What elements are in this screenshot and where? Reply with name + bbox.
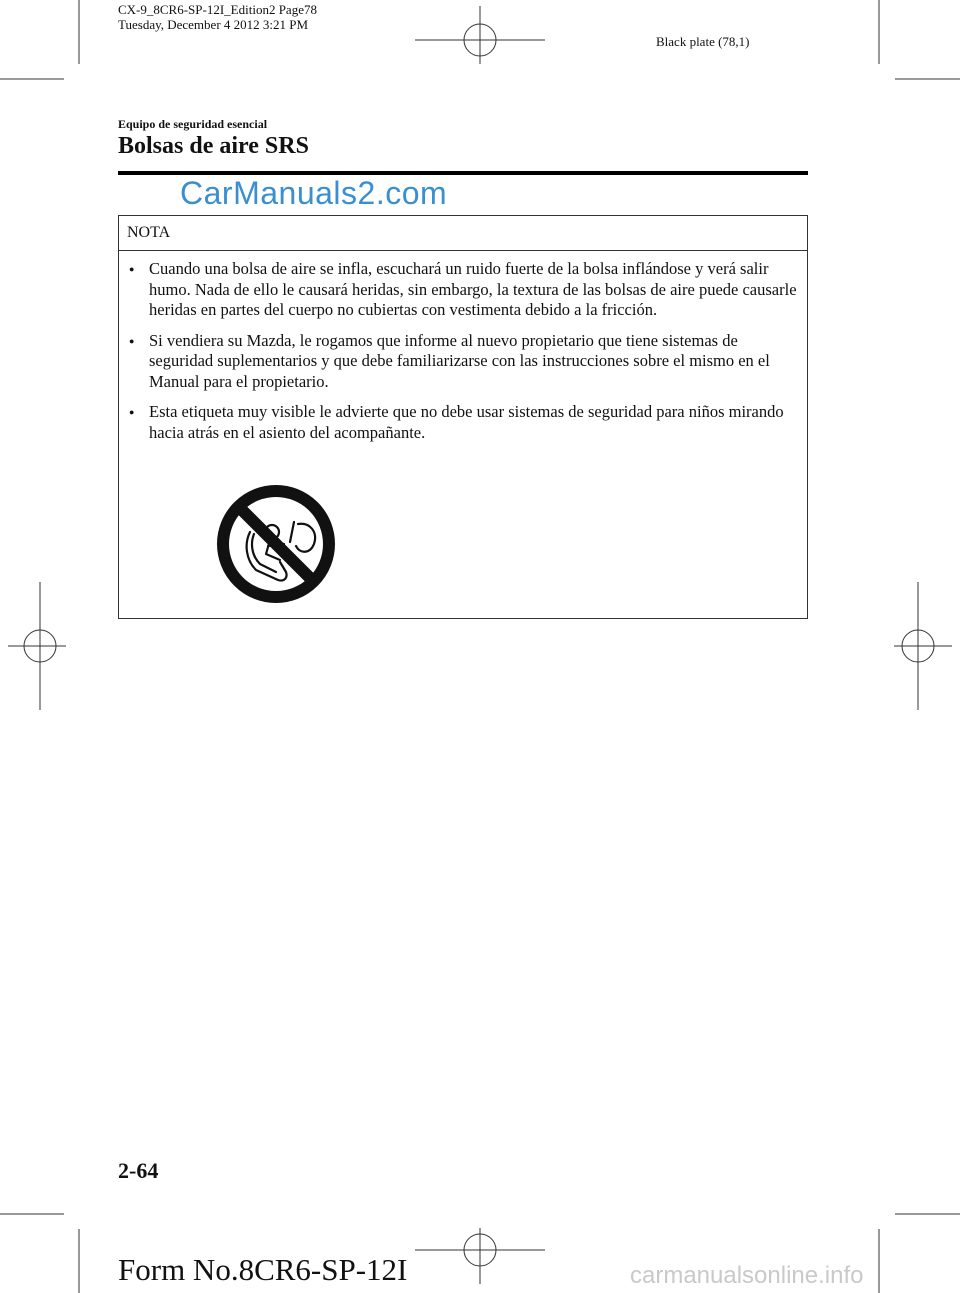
- no-rear-facing-child-seat-icon: [214, 482, 338, 606]
- watermark-bottom[interactable]: carmanualsonline.info: [630, 1262, 864, 1289]
- page-title: Bolsas de aire SRS: [118, 133, 309, 159]
- page-number: 2-64: [118, 1158, 159, 1183]
- print-info: [118, 2, 317, 32]
- note-heading: NOTA: [119, 216, 807, 251]
- note-item: ● Cuando una bolsa de aire se infla, escuchará un ruido fuerte de la bolsa inflándose y verá salir humo. Nada de ello le causará heridas, sin embargo, la textura de las bolsas de aire puede causarle heridas en partes del cuerpo no cubiertas con vestimenta debido a la fricción.: [149, 259, 801, 321]
- print-info-line2: Tuesday, December 4 2012 3:21 PM: [118, 17, 309, 32]
- form-number: Form No.8CR6-SP-12I: [118, 1252, 408, 1287]
- print-info-line1: CX-9_8CR6-SP-12I_Edition2 Page78: [118, 2, 317, 17]
- note-item: ● Si vendiera su Mazda, le rogamos que informe al nuevo propietario que tiene sistemas de seguridad suplementarios y que debe familiarizarse con las instrucciones sobre el mismo en el Manual para el propietario.: [149, 331, 801, 393]
- plate-info: Black plate (78,1): [656, 34, 750, 49]
- note-list: [119, 251, 807, 443]
- watermark-top[interactable]: CarManuals2.com: [180, 175, 448, 211]
- section-label: Equipo de seguridad esencial: [118, 117, 268, 131]
- note-item: ● Esta etiqueta muy visible le advierte que no debe usar sistemas de seguridad para niños mirando hacia atrás en el asiento del acompañante.: [149, 402, 801, 443]
